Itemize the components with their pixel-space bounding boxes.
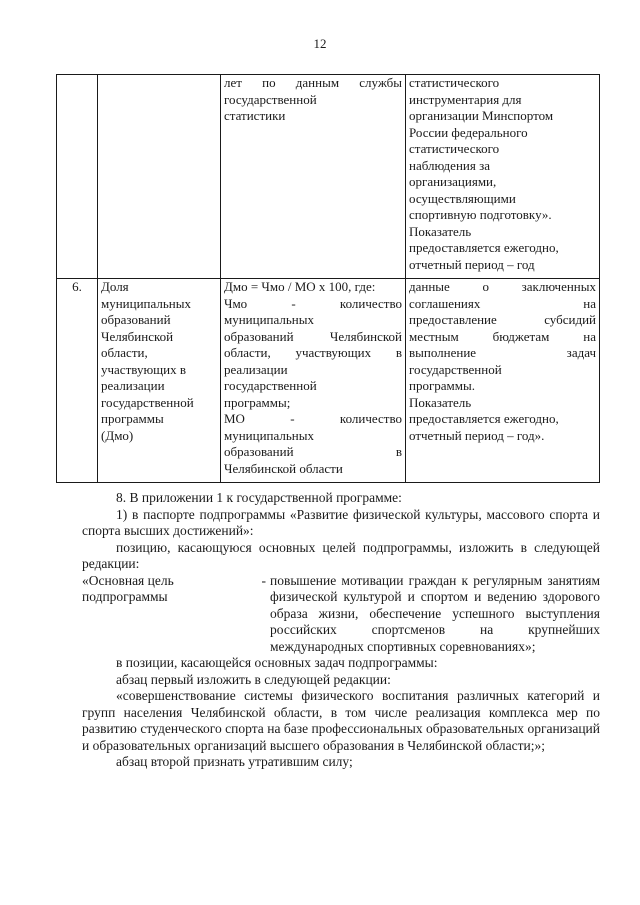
text-line: отчетный период – год (409, 256, 535, 272)
goal-dash: - (261, 572, 266, 588)
paragraph: абзац второй признать утратившим силу; (116, 754, 353, 769)
row-number: 6. (72, 279, 82, 294)
table-row (57, 75, 600, 279)
indicators-table (56, 74, 600, 483)
text-line: Показатель (409, 394, 472, 410)
goal-block (82, 573, 600, 656)
text-line: наблюдения за (409, 157, 490, 173)
paragraph: в позиции, касающейся основных задач подпрограммы: (116, 655, 438, 670)
text-line: муниципальных (224, 312, 315, 327)
text-line: области, (101, 345, 148, 360)
text-line: организации Минспортом (409, 108, 554, 123)
text-line: статистики (224, 108, 286, 123)
text-line: государственной (101, 394, 194, 410)
text-line: соглашениях на (409, 295, 596, 311)
cell-source (406, 75, 600, 279)
cell-number (57, 75, 98, 279)
paragraph: «совершенствование системы физического воспитания различных категорий и групп населения Челябинской области, в том числе реализация комплекса мер по развитию студенческого спорта на базе профессиональных образовательных организаций и образовательных организаций высшего образования в Челябинской области;»; (82, 688, 600, 753)
cell-source (406, 279, 600, 483)
cell-name (98, 75, 221, 279)
paragraph: 1) в паспорте подпрограммы «Развитие физической культуры, массового спорта и спорта высших достижений»: (82, 506, 600, 538)
goal-text: повышение мотивации граждан к регулярным занятиям физической культурой и спортом и ведению здорового образа жизни, обеспечение успешного выступления российских спортсменов на крупнейших международных спортивных соревнованиях»; (270, 572, 600, 654)
text-line: программы (101, 411, 164, 426)
text-line: образований Челябинской (224, 328, 402, 344)
text-line: реализации (224, 361, 288, 377)
paragraph: абзац первый изложить в следующей редакции: (116, 671, 391, 687)
text-line: (Дмо) (101, 427, 134, 443)
text-line: данные о заключенных (409, 279, 596, 294)
text-line: участвующих в (101, 361, 187, 377)
paragraph: 8. В приложении 1 к государственной программе: (116, 490, 402, 505)
cell-method (221, 279, 406, 483)
page-number: 12 (313, 36, 327, 51)
text-line: выполнение задач (409, 345, 596, 360)
text-line: организациями, (409, 174, 497, 189)
text-line: государственной (409, 361, 502, 377)
text-line: предоставляется ежегодно, (409, 411, 559, 426)
text-line: программы. (409, 378, 475, 393)
text-line: России федерального (409, 124, 528, 140)
text-line: области, участвующих в (224, 345, 402, 360)
text-line: реализации (101, 378, 165, 393)
paragraph: позицию, касающуюся основных целей подпрограммы, изложить в следующей редакции: (82, 539, 600, 571)
text-line: предоставляется ежегодно, (409, 240, 559, 255)
formula: Дмо = Чмо / МО х 100, где: (224, 279, 376, 294)
document-body (82, 490, 600, 771)
text-line: Доля (101, 279, 129, 294)
text-line: осуществляющими (409, 190, 516, 206)
text-line: муниципальных (101, 295, 192, 311)
cell-name (98, 279, 221, 483)
goal-label: «Основная цель подпрограммы (82, 572, 174, 604)
text-line: отчетный период – год». (409, 427, 545, 443)
text-line: местным бюджетам на (409, 328, 596, 344)
text-line: образований в (224, 444, 402, 459)
text-line: лет по данным службы (224, 75, 402, 90)
text-line: муниципальных (224, 427, 315, 443)
text-line: образований (101, 312, 171, 327)
text-line: Показатель (409, 223, 472, 239)
text-line: предоставление субсидий (409, 312, 596, 327)
text-line: программы; (224, 394, 291, 410)
text-line: спортивную подготовку». (409, 207, 552, 222)
text-line: Челябинской (101, 328, 174, 344)
text-line: МО - количество (224, 411, 402, 426)
text-line: Челябинской области (224, 460, 343, 476)
text-line: государственной (224, 91, 317, 107)
text-line: статистического (409, 141, 500, 156)
text-line: Чмо - количество (224, 295, 402, 311)
text-line: статистического (409, 75, 500, 90)
cell-number (57, 279, 98, 483)
cell-method (221, 75, 406, 279)
table-row (57, 279, 600, 483)
text-line: государственной (224, 378, 317, 393)
text-line: инструментария для (409, 91, 522, 107)
